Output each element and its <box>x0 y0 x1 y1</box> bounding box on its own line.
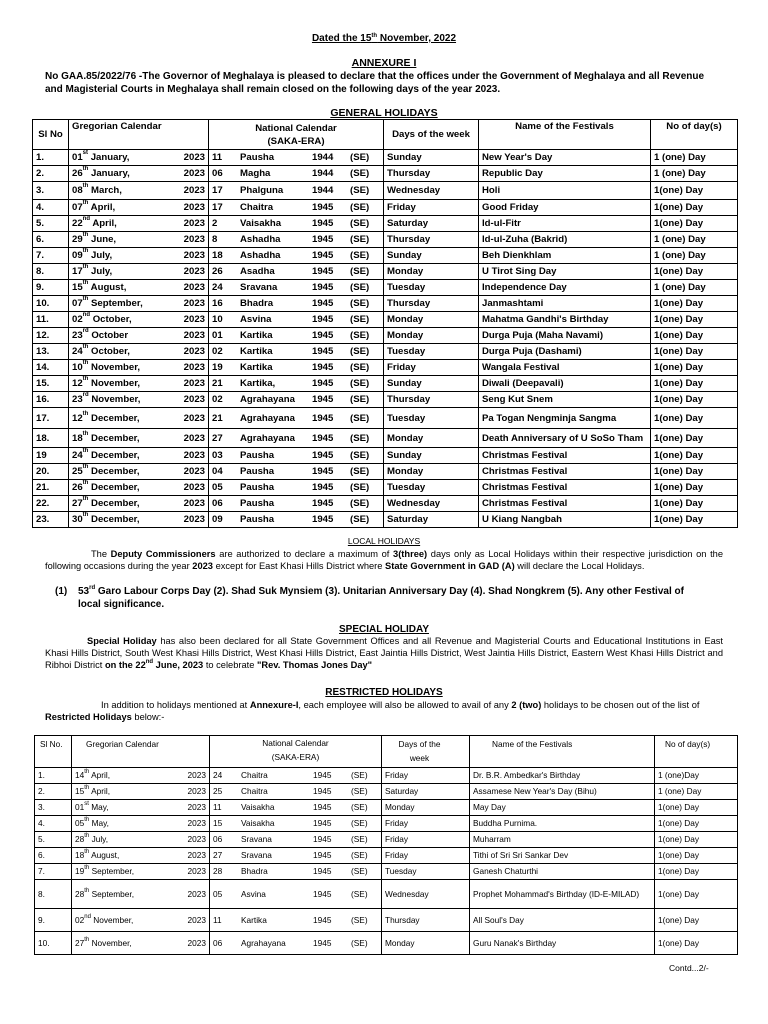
col-gregorian: Gregorian Calendar <box>69 120 209 150</box>
days-count-cell: 1(one) Day <box>651 264 738 280</box>
national-cell: 05 Pausha 1945 (SE) <box>209 480 384 496</box>
gregorian-cell: 17th July, 2023 <box>69 264 209 280</box>
national-cell: 02 Kartika 1945 (SE) <box>209 344 384 360</box>
weekday-cell: Monday <box>384 312 479 328</box>
festival-cell: Assamese New Year's Day (Bihu) <box>470 784 655 800</box>
col-days: Days of the week <box>382 736 470 768</box>
table-row <box>33 408 738 429</box>
national-cell: 06 Magha 1944 (SE) <box>209 166 384 182</box>
gregorian-cell: 15th August, 2023 <box>69 280 209 296</box>
days-count-cell: 1(one) Day <box>651 312 738 328</box>
days-count-cell: 1(one) Day <box>651 360 738 376</box>
gregorian-cell: 01st May, 2023 <box>72 800 210 816</box>
sl-cell: 16. <box>33 392 69 408</box>
festival-cell: Durga Puja (Dashami) <box>479 344 651 360</box>
days-count-cell: 1(one) Day <box>655 800 738 816</box>
gregorian-cell: 07th September, 2023 <box>69 296 209 312</box>
festival-cell: U Kiang Nangbah <box>479 512 651 528</box>
weekday-cell: Saturday <box>382 784 470 800</box>
festival-cell: Guru Nanak's Birthday <box>470 932 655 955</box>
festival-cell: Pa Togan Nengminja Sangma <box>479 408 651 429</box>
weekday-cell: Sunday <box>384 448 479 464</box>
weekday-cell: Tuesday <box>384 408 479 429</box>
table-row <box>35 932 738 955</box>
days-count-cell: 1(one) Day <box>651 376 738 392</box>
table-row <box>35 864 738 880</box>
gregorian-cell: 23rd October 2023 <box>69 328 209 344</box>
table-row <box>33 480 738 496</box>
national-cell: 11 Pausha 1944 (SE) <box>209 150 384 166</box>
gregorian-cell: 09th July, 2023 <box>69 248 209 264</box>
gregorian-cell: 02nd October, 2023 <box>69 312 209 328</box>
special-holiday-text: Special Holiday has also been declared for all State Government Offices and all Revenue and Magisterial Courts and Educational Institutions in East Khasi Hills District, South West Khasi Hills District, West Khasi Hills District, East Jaintia Hills District, West Jaintia Hills District, Eastern West Khasi Hills District and Ribhoi District on the 22nd June, 2023 to celebrate "Rev. Thomas Jones Day" <box>45 636 723 670</box>
festival-cell: Good Friday <box>479 200 651 216</box>
days-count-cell: 1(one) Day <box>651 448 738 464</box>
days-count-cell: 1(one) Day <box>655 848 738 864</box>
sl-cell: 20. <box>33 464 69 480</box>
gregorian-cell: 12th December, 2023 <box>69 408 209 429</box>
national-cell: 01 Kartika 1945 (SE) <box>209 328 384 344</box>
days-count-cell: 1(one) Day <box>655 832 738 848</box>
weekday-cell: Tuesday <box>384 480 479 496</box>
table-row <box>33 376 738 392</box>
gregorian-cell: 28th September, 2023 <box>72 880 210 909</box>
weekday-cell: Wednesday <box>384 496 479 512</box>
sl-cell: 9. <box>33 280 69 296</box>
weekday-cell: Saturday <box>384 512 479 528</box>
festival-cell: May Day <box>470 800 655 816</box>
days-count-cell: 1(one) Day <box>655 909 738 932</box>
weekday-cell: Friday <box>384 200 479 216</box>
days-count-cell: 1(one) Day <box>651 464 738 480</box>
festival-cell: Wangala Festival <box>479 360 651 376</box>
national-cell: 17 Chaitra 1945 (SE) <box>209 200 384 216</box>
sl-cell: 19 <box>33 448 69 464</box>
days-count-cell: 1(one) Day <box>651 182 738 200</box>
gregorian-cell: 02nd November, 2023 <box>72 909 210 932</box>
festival-cell: Prophet Mohammad's Birthday (ID-E-MILAD) <box>470 880 655 909</box>
national-cell: 11 Vaisakha 1945 (SE) <box>210 800 382 816</box>
national-cell: 28 Bhadra 1945 (SE) <box>210 864 382 880</box>
sl-cell: 1. <box>35 768 72 784</box>
festival-cell: Republic Day <box>479 166 651 182</box>
gregorian-cell: 30th December, 2023 <box>69 512 209 528</box>
general-holidays-title: GENERAL HOLIDAYS <box>330 107 438 119</box>
weekday-cell: Tuesday <box>382 864 470 880</box>
national-cell: 21 Agrahayana 1945 (SE) <box>209 408 384 429</box>
table-row <box>33 344 738 360</box>
gregorian-cell: 08th March, 2023 <box>69 182 209 200</box>
days-count-cell: 1 (one) Day <box>651 166 738 182</box>
col-days: Days of the week <box>384 120 479 150</box>
festival-cell: U Tirot Sing Day <box>479 264 651 280</box>
table-row <box>33 312 738 328</box>
sl-cell: 18. <box>33 429 69 448</box>
gregorian-cell: 24th December, 2023 <box>69 448 209 464</box>
table-row <box>35 909 738 932</box>
weekday-cell: Tuesday <box>384 344 479 360</box>
gregorian-cell: 18th August, 2023 <box>72 848 210 864</box>
col-national: National Calendar (SAKA-ERA) <box>209 120 384 150</box>
col-festival: Name of the Festivals <box>470 736 655 768</box>
table-row <box>33 496 738 512</box>
weekday-cell: Tuesday <box>384 280 479 296</box>
days-count-cell: 1(one) Day <box>651 496 738 512</box>
annexure-title: ANNEXURE I <box>351 57 417 69</box>
weekday-cell: Thursday <box>384 392 479 408</box>
table-row <box>33 150 738 166</box>
festival-cell: Christmas Festival <box>479 464 651 480</box>
gregorian-cell: 23rd November, 2023 <box>69 392 209 408</box>
days-count-cell: 1(one) Day <box>651 344 738 360</box>
festival-cell: Id-ul-Fitr <box>479 216 651 232</box>
table-row <box>33 216 738 232</box>
sl-cell: 10. <box>33 296 69 312</box>
sl-cell: 5. <box>33 216 69 232</box>
days-count-cell: 1(one) Day <box>651 429 738 448</box>
festival-cell: Mahatma Gandhi's Birthday <box>479 312 651 328</box>
weekday-cell: Monday <box>382 800 470 816</box>
sl-cell: 5. <box>35 832 72 848</box>
national-cell: 24 Sravana 1945 (SE) <box>209 280 384 296</box>
days-count-cell: 1(one) Day <box>651 512 738 528</box>
festival-cell: Christmas Festival <box>479 496 651 512</box>
table-row <box>33 264 738 280</box>
national-cell: 8 Ashadha 1945 (SE) <box>209 232 384 248</box>
sl-cell: 9. <box>35 909 72 932</box>
gregorian-cell: 15th April, 2023 <box>72 784 210 800</box>
sl-cell: 12. <box>33 328 69 344</box>
gregorian-cell: 27th December, 2023 <box>69 496 209 512</box>
weekday-cell: Friday <box>382 848 470 864</box>
sl-cell: 22. <box>33 496 69 512</box>
sl-cell: 11. <box>33 312 69 328</box>
days-count-cell: 1(one) Day <box>651 328 738 344</box>
festival-cell: Seng Kut Snem <box>479 392 651 408</box>
sl-cell: 2. <box>35 784 72 800</box>
sl-cell: 8. <box>33 264 69 280</box>
gregorian-cell: 26th December, 2023 <box>69 480 209 496</box>
sl-cell: 3. <box>35 800 72 816</box>
festival-cell: Diwali (Deepavali) <box>479 376 651 392</box>
days-count-cell: 1(one) Day <box>651 296 738 312</box>
continued-note: Contd...2/- <box>669 963 709 973</box>
table-row <box>33 448 738 464</box>
national-cell: 26 Asadha 1945 (SE) <box>209 264 384 280</box>
table-row <box>35 768 738 784</box>
local-holidays-text: The Deputy Commissioners are authorized to declare a maximum of 3(three) days only as Local Holidays within their respective jurisdiction on the following occasions during the year 2023 except for East Khasi Hills District where State Government in GAD (A) will declare the Local Holidays. <box>45 549 724 571</box>
gregorian-cell: 24th October, 2023 <box>69 344 209 360</box>
weekday-cell: Sunday <box>384 150 479 166</box>
festival-cell: Independence Day <box>479 280 651 296</box>
festival-cell: Death Anniversary of U SoSo Tham <box>479 429 651 448</box>
national-cell: 27 Sravana 1945 (SE) <box>210 848 382 864</box>
national-cell: 05 Asvina 1945 (SE) <box>210 880 382 909</box>
col-sl: Sl No. <box>35 736 72 768</box>
table-row <box>35 848 738 864</box>
table-row <box>33 280 738 296</box>
days-count-cell: 1 (one) Day <box>651 232 738 248</box>
national-cell: 11 Kartika 1945 (SE) <box>210 909 382 932</box>
days-count-cell: 1 (one) Day <box>655 784 738 800</box>
national-cell: 10 Asvina 1945 (SE) <box>209 312 384 328</box>
table-row <box>33 464 738 480</box>
gregorian-cell: 01st January, 2023 <box>69 150 209 166</box>
weekday-cell: Friday <box>384 360 479 376</box>
col-festival: Name of the Festivals <box>479 120 651 150</box>
weekday-cell: Thursday <box>382 909 470 932</box>
weekday-cell: Friday <box>382 816 470 832</box>
table-row <box>33 328 738 344</box>
festival-cell: Buddha Purnima. <box>470 816 655 832</box>
weekday-cell: Saturday <box>384 216 479 232</box>
weekday-cell: Thursday <box>384 232 479 248</box>
days-count-cell: 1(one) Day <box>651 408 738 429</box>
table-row <box>35 832 738 848</box>
table-row <box>33 232 738 248</box>
table-header-row <box>33 120 738 150</box>
col-sl: Sl No <box>33 120 69 150</box>
days-count-cell: 1(one) Day <box>655 816 738 832</box>
weekday-cell: Wednesday <box>384 182 479 200</box>
festival-cell: Dr. B.R. Ambedkar's Birthday <box>470 768 655 784</box>
national-cell: 02 Agrahayana 1945 (SE) <box>209 392 384 408</box>
sl-cell: 1. <box>33 150 69 166</box>
table-row <box>33 200 738 216</box>
days-count-cell: 1 (one)Day <box>655 768 738 784</box>
national-cell: 17 Phalguna 1944 (SE) <box>209 182 384 200</box>
table-row <box>33 166 738 182</box>
festival-cell: All Soul's Day <box>470 909 655 932</box>
weekday-cell: Monday <box>382 932 470 955</box>
table-row <box>33 360 738 376</box>
days-count-cell: 1(one) Day <box>655 864 738 880</box>
gregorian-cell: 26th January, 2023 <box>69 166 209 182</box>
gregorian-cell: 27th November, 2023 <box>72 932 210 955</box>
table-row <box>35 816 738 832</box>
weekday-cell: Monday <box>384 429 479 448</box>
sl-cell: 6. <box>33 232 69 248</box>
days-count-cell: 1(one) Day <box>651 480 738 496</box>
col-no-days: No of day(s) <box>655 736 738 768</box>
table-row <box>35 880 738 909</box>
national-cell: 06 Sravana 1945 (SE) <box>210 832 382 848</box>
weekday-cell: Friday <box>382 768 470 784</box>
sl-cell: 8. <box>35 880 72 909</box>
days-count-cell: 1(one) Day <box>651 392 738 408</box>
national-cell: 18 Ashadha 1945 (SE) <box>209 248 384 264</box>
days-count-cell: 1(one) Day <box>651 200 738 216</box>
days-count-cell: 1 (one) Day <box>651 280 738 296</box>
gregorian-cell: 12th November, 2023 <box>69 376 209 392</box>
weekday-cell: Wednesday <box>382 880 470 909</box>
weekday-cell: Monday <box>384 464 479 480</box>
national-cell: 21 Kartika, 1945 (SE) <box>209 376 384 392</box>
weekday-cell: Sunday <box>384 248 479 264</box>
festival-cell: Id-ul-Zuha (Bakrid) <box>479 232 651 248</box>
sl-cell: 6. <box>35 848 72 864</box>
table-row <box>35 784 738 800</box>
festival-cell: Muharram <box>470 832 655 848</box>
restricted-holidays-table <box>34 735 738 955</box>
notification-intro: No GAA.85/2022/76 -The Governor of Meghalaya is pleased to declare that the offices under the Government of Meghalaya and all Revenue and Magisterial Courts in Meghalaya shall remain closed on the following days of the year 2023. <box>45 71 705 95</box>
table-row <box>35 800 738 816</box>
special-holiday-title: SPECIAL HOLIDAY <box>338 624 430 635</box>
gregorian-cell: 18th December, 2023 <box>69 429 209 448</box>
festival-cell: Christmas Festival <box>479 448 651 464</box>
national-cell: 03 Pausha 1945 (SE) <box>209 448 384 464</box>
sl-cell: 13. <box>33 344 69 360</box>
festival-cell: Holi <box>479 182 651 200</box>
festival-cell: Janmashtami <box>479 296 651 312</box>
table-row <box>33 296 738 312</box>
table-row <box>33 429 738 448</box>
sl-cell: 21. <box>33 480 69 496</box>
national-cell: 06 Agrahayana 1945 (SE) <box>210 932 382 955</box>
national-cell: 19 Kartika 1945 (SE) <box>209 360 384 376</box>
sl-cell: 23. <box>33 512 69 528</box>
general-holidays-table <box>32 119 738 528</box>
gregorian-cell: 28th July, 2023 <box>72 832 210 848</box>
weekday-cell: Monday <box>384 264 479 280</box>
col-national: National Calendar (SAKA-ERA) <box>210 736 382 768</box>
festival-cell: Tithi of Sri Sri Sankar Dev <box>470 848 655 864</box>
col-no-days: No of day(s) <box>651 120 738 150</box>
national-cell: 2 Vaisakha 1945 (SE) <box>209 216 384 232</box>
days-count-cell: 1(one) Day <box>655 880 738 909</box>
days-count-cell: 1(one) Day <box>655 932 738 955</box>
gregorian-cell: 22nd April, 2023 <box>69 216 209 232</box>
table-row <box>33 182 738 200</box>
festival-cell: Ganesh Chaturthi <box>470 864 655 880</box>
sl-cell: 7. <box>33 248 69 264</box>
national-cell: 04 Pausha 1945 (SE) <box>209 464 384 480</box>
national-cell: 15 Vaisakha 1945 (SE) <box>210 816 382 832</box>
weekday-cell: Thursday <box>384 296 479 312</box>
weekday-cell: Sunday <box>384 376 479 392</box>
festival-cell: Christmas Festival <box>479 480 651 496</box>
days-count-cell: 1(one) Day <box>651 216 738 232</box>
sl-cell: 7. <box>35 864 72 880</box>
table-row <box>33 392 738 408</box>
gregorian-cell: 05th May, 2023 <box>72 816 210 832</box>
sl-cell: 17. <box>33 408 69 429</box>
weekday-cell: Friday <box>382 832 470 848</box>
gregorian-cell: 07th April, 2023 <box>69 200 209 216</box>
gregorian-cell: 10th November, 2023 <box>69 360 209 376</box>
document-page: Dated the 15th November, 2022 ANNEXURE I No GAA.85/2022/76 -The Governor of Meghalaya is pleased to declare that the offices under the Government of Meghalaya and all Revenue and Magisterial Courts in Meghalaya shall remain closed on the following days of the year 2023. GENERAL HOLIDAYS Sl No Gregorian Calendar National Calendar (SAKA-ERA) Days of the week Name of the Festivals No of day(s) 1. 01st January, 2023 11 Pausha 1944 (SE) Sunday New Year's Day 1 (one) Day 2. 26th January, 2023 06 Magha 1944 (SE) Thursday Republic Day 1 (one) Day 3. 08th March, 2023 17 Phalguna 1944 (SE) Wednesday Holi 1(one) Day 4. 07th April, 2023 17 Chaitra 1945 (SE) Friday Good Friday 1(one) Day 5. 22nd April, 2023 2 Vaisakha 1945 (SE) Saturday Id-ul-Fitr 1(one) Day 6. 29th June, 2023 8 Ashadha 1945 (SE) Thursday Id-ul-Zuha (Bakrid) 1 (one) Day 7. 09th July, 2023 18 Ashadha 1945 (SE) Sunday Beh Dienkhlam 1 (one) Day 8. 17th July, 2023 26 Asadha 1945 (SE) Monday U Tirot Sing Day 1(one) Day 9. 15th August, 2023 24 Sravana 1945 (SE) Tuesday Independence Day 1 (one) Day 10. 07th September, 2023 16 Bhadra 1945 (SE) Thursday Janmashtami 1(one) Day 11. 02nd October, 2023 10 Asvina 1945 (SE) Monday Mahatma Gandhi's Birthday 1(one) Day 12. 23rd October 2023 01 Kartika 1945 (SE) Monday Durga Puja (Maha Navami) 1(one) Day 13. 24th October, 2023 02 Kartika 1945 (SE) Tuesday Durga Puja (Dashami) 1(one) Day 14. 10th November, 2023 19 Kartika 1945 (SE) Friday Wangala Festival 1(one) Day 15. 12th November, 2023 21 Kartika, 1945 (SE) Sunday Diwali (Deepavali) 1(one) Day 16. 23rd November, 2023 02 Agrahayana 1945 (SE) Thursday Seng Kut Snem 1(one) Day 17. 12th December, 2023 21 Agrahayana 1945 (SE) Tuesday Pa Togan Nengminja Sangma 1(one) Day 18. 18th December, 2023 27 Agrahayana 1945 (SE) Monday Death Anniversary of U SoSo Tham 1(one) Day 19 24th December, 2023 03 Pausha 1945 (SE) Sunday Christmas Festival 1(one) Day 20. 25th December, 2023 04 Pausha 1945 (SE) Monday Christmas Festival 1(one) Day 21. 26th December, 2023 05 Pausha 1945 (SE) Tuesday Christmas Festival 1(one) Day 22. 27th December, 2023 06 Pausha 1945 (SE) Wednesday Christmas Festival 1(one) Day 23. 30th December, 2023 09 Pausha 1945 (SE) Saturday U Kiang Nangbah 1(one) Day LOCAL HOLIDAYS The Deputy Commissioners are authorized to declare a maximum of 3(three) days only as Local Holidays within their respective jurisdiction on the following occasions during the year 2023 except for East Khasi Hills District where State Government in GAD (A) will declare the Local Holidays. (1) 53rd Garo Labour Corps Day (2). Shad Suk Mynsiem (3). Unitarian Anniversary Day (4). Shad Nongkrem (5). Any other Festival of local significance. SPECIAL HOLIDAY Special Holiday has also been declared for all State Government Offices and all Revenue and Magisterial Courts and Educational Institutions in East Khasi Hills District, South West Khasi Hills District, West Khasi Hills District, East Jaintia Hills District, West Jaintia Hills District, Eastern West Khasi Hills District and Ribhoi District on the 22nd June, 2023 to celebrate "Rev. Thomas Jones Day" RESTRICTED HOLIDAYS In addition to holidays mentioned at Annexure-I, each employee will also be allowed to avail of any 2 (two) holidays to be chosen out of the list of Restricted Holidays below:- Sl No. Gregorian Calendar National Calendar (SAKA-ERA) Days of the week Name of the Festivals No of day(s) 1. 14th April, 2023 24 Chaitra 1945 (SE) Friday Dr. B.R. Ambedkar's Birthday 1 (one)Day 2. 15th April, 2023 25 Chaitra 1945 (SE) Saturday Assamese New Year's Day (Bihu) 1 (one) Day 3. 01st May, 2023 11 Vaisakha 1945 (SE) Monday May Day 1(one) Day 4. 05th May, 2023 15 Vaisakha 1945 (SE) Friday Buddha Purnima. 1(one) Day 5. 28th July, 2023 06 Sravana 1945 (SE) Friday Muharram 1(one) Day 6. 18th August, 2023 27 Sravana 1945 (SE) Friday Tithi of Sri Sri Sankar Dev 1(one) Day 7. 19th September, 2023 28 Bhadra 1945 (SE) Tuesday Ganesh Chaturthi 1(one) Day 8. 28th September, 2023 05 Asvina 1945 (SE) Wednesday Prophet Mohammad's Birthday (ID-E-MILAD) 1(one) Day 9. 02nd November, 2023 11 Kartika 1945 (SE) Thursday All Soul's Day 1(one) Day 10. 27th November, 2023 06 Agrahayana 1945 (SE) Monday Guru Nanak's Birthday 1(one) Day Contd...2/- <box>0 0 768 1024</box>
days-count-cell: 1 (one) Day <box>651 248 738 264</box>
sl-cell: 2. <box>33 166 69 182</box>
festival-cell: Beh Dienkhlam <box>479 248 651 264</box>
gregorian-cell: 29th June, 2023 <box>69 232 209 248</box>
national-cell: 25 Chaitra 1945 (SE) <box>210 784 382 800</box>
festival-cell: New Year's Day <box>479 150 651 166</box>
table-header-row <box>35 736 738 768</box>
sl-cell: 3. <box>33 182 69 200</box>
table-row <box>33 512 738 528</box>
restricted-holidays-title: RESTRICTED HOLIDAYS <box>325 687 443 698</box>
col-gregorian: Gregorian Calendar <box>72 736 210 768</box>
date-line: Dated the 15th November, 2022 <box>311 33 457 44</box>
weekday-cell: Thursday <box>384 166 479 182</box>
national-cell: 06 Pausha 1945 (SE) <box>209 496 384 512</box>
local-holidays-title: LOCAL HOLIDAYS <box>347 536 421 546</box>
gregorian-cell: 19th September, 2023 <box>72 864 210 880</box>
table-row <box>33 248 738 264</box>
national-cell: 09 Pausha 1945 (SE) <box>209 512 384 528</box>
sl-cell: 4. <box>33 200 69 216</box>
national-cell: 24 Chaitra 1945 (SE) <box>210 768 382 784</box>
sl-cell: 14. <box>33 360 69 376</box>
national-cell: 16 Bhadra 1945 (SE) <box>209 296 384 312</box>
restricted-holidays-text: In addition to holidays mentioned at Annexure-I, each employee will also be allowed to avail of any 2 (two) holidays to be chosen out of the list of Restricted Holidays below:- <box>45 700 700 722</box>
festival-cell: Durga Puja (Maha Navami) <box>479 328 651 344</box>
weekday-cell: Monday <box>384 328 479 344</box>
days-count-cell: 1 (one) Day <box>651 150 738 166</box>
sl-cell: 10. <box>35 932 72 955</box>
gregorian-cell: 14th April, 2023 <box>72 768 210 784</box>
gregorian-cell: 25th December, 2023 <box>69 464 209 480</box>
sl-cell: 4. <box>35 816 72 832</box>
national-cell: 27 Agrahayana 1945 (SE) <box>209 429 384 448</box>
sl-cell: 15. <box>33 376 69 392</box>
